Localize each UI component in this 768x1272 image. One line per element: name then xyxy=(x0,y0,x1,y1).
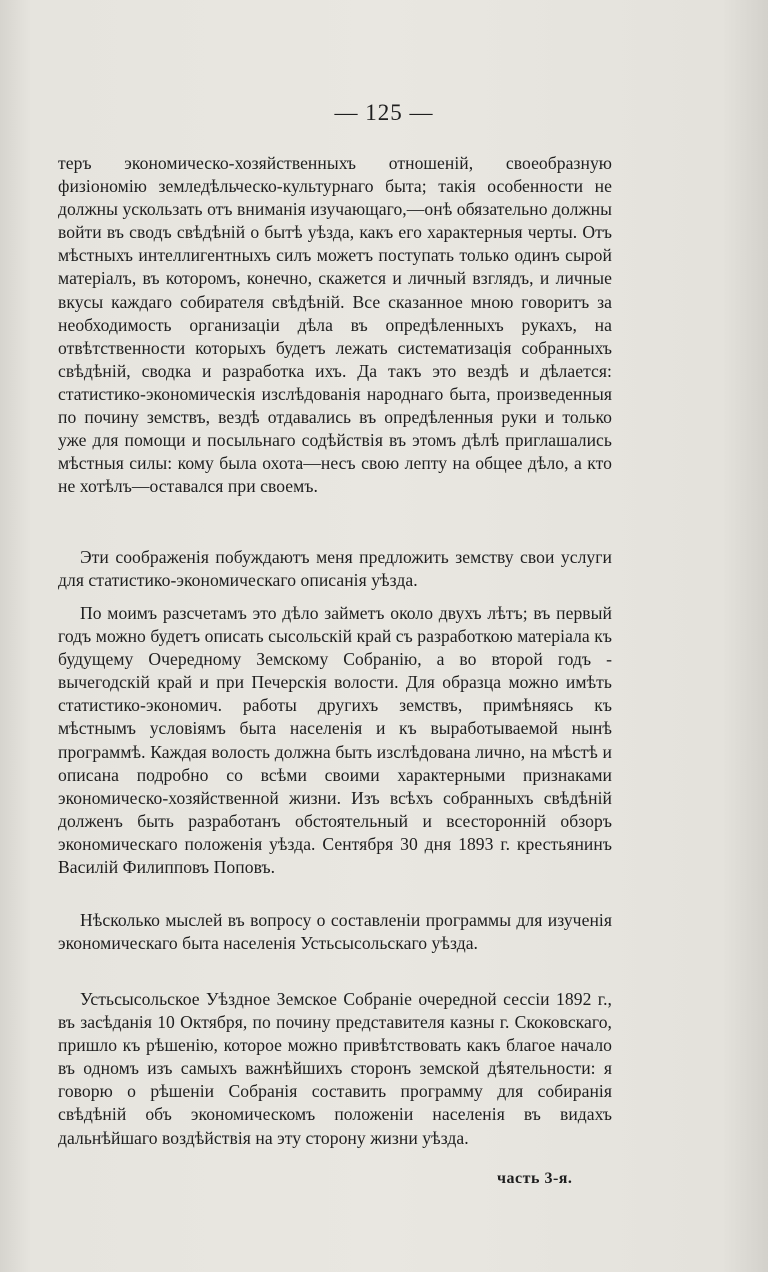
page-number: — 125 — xyxy=(334,100,434,125)
paragraph-proposal: Эти соображенія побуждаютъ меня предложить земству свои услуги для статистико-экономическаго описанія уѣзда. xyxy=(58,547,612,591)
paragraph-continuation: теръ экономическо-хозяйственныхъ отношеній, своеобразную физіономію земледѣльческо-культурнаго быта; такія особенности не должны ускользать отъ вниманія изучающаго,—онѣ обязательно должны войти въ сводъ свѣдѣній о бытѣ уѣзда, какъ его характерныя черты. Отъ мѣстныхъ интеллигентныхъ силъ можетъ поступать только одинъ сырой матеріалъ, въ которомъ, конечно, скажется и личный взглядъ, и личные вкусы каждаго собирателя свѣдѣній. Все сказанное мною говоритъ за необходимость организаціи дѣла въ опредѣленныхъ рукахъ, на отвѣтственности которыхъ будетъ лежать систематизація собранныхъ свѣдѣній, сводка и разработка ихъ. Да такъ это вездѣ и дѣлается: статистико-экономическія изслѣдованія народнаго быта, произведенныя по почину земствъ, вездѣ отдавались въ опредѣленныя руки и только уже для помощи и посыльнаго содѣйствія въ этомъ дѣлѣ приглашались мѣстныя силы: кому была охота—несъ свою лепту на общее дѣло, а кто не хотѣлъ—оставался при своемъ. xyxy=(58,153,612,497)
paragraph-plan: По моимъ разсчетамъ это дѣло займетъ около двухъ лѣтъ; въ первый годъ можно будетъ описать сысольскій край съ разработкою матеріала къ будущему Очередному Земскому Собранію, а во второй годъ - вычегодскій край и при Печерскія волости. Для образца можно имѣть статистико-экономич. работы другихъ земствъ, примѣняясь къ мѣстнымъ условіямъ быта населенія и къ выработываемой нынѣ программѣ. Каждая волость должна быть изслѣдована лично, на мѣстѣ и описана подробно со всѣми своими характерными признаками экономическо-хозяйственной жизни. Изъ всѣхъ собранныхъ свѣдѣній долженъ быть разработанъ обстоятельный и всесторонній обзоръ экономическаго положенія уѣзда. Сентября 30 дня 1893 г. крестьянинъ Василій Филипповъ Поповъ. xyxy=(58,603,612,878)
body-text xyxy=(58,152,612,1174)
paragraph-heading: Нѣсколько мыслей въ вопросу о составленіи программы для изученія экономическаго быта населенія Устьсысольскаго уѣзда. xyxy=(58,910,612,954)
signature-mark: часть 3-я. xyxy=(497,1170,573,1187)
paragraph-assembly: Устьсысольское Уѣздное Земское Собраніе очередной сессіи 1892 г., въ засѣданія 10 Октября, по почину представителя казны г. Скоковскаго, пришло къ рѣшенію, которое можно привѣтствовать какъ благое начало въ одномъ изъ самыхъ важнѣйшихъ сторонъ земской дѣятельности: я говорю о рѣшеніи Собранія составить программу для собиранія свѣдѣній объ экономическомъ положеніи населенія въ видахъ дальнѣйшаго воздѣйствія на эту сторону жизни уѣзда. xyxy=(58,989,612,1148)
